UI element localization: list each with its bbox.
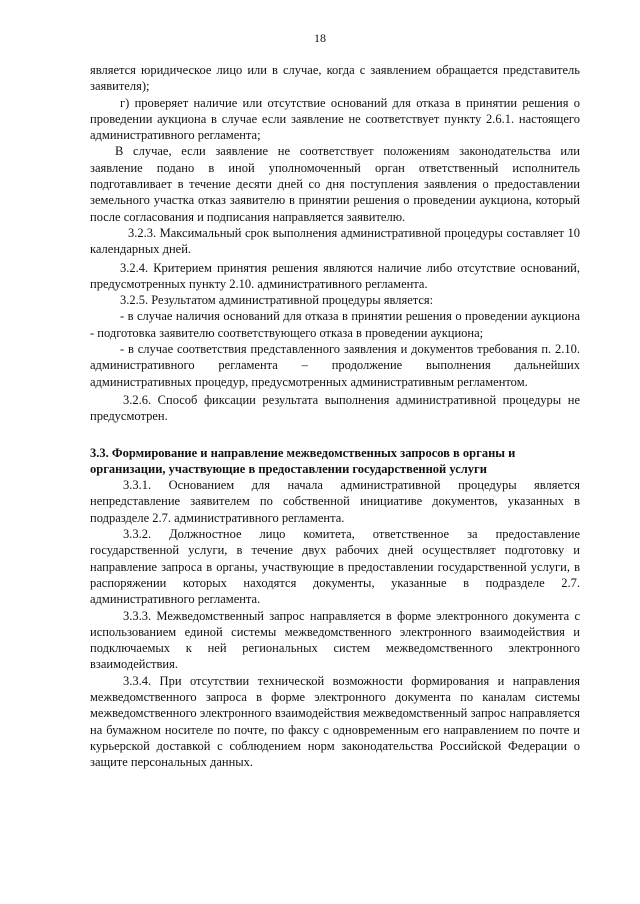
page-number: 18 [314, 31, 326, 45]
paragraph-3-2-6: 3.2.6. Способ фиксации результата выполнения административной процедуры не предусмотрен. [90, 392, 580, 424]
paragraph-3-3-1: 3.3.1. Основанием для начала административной процедуры является непредставление заявителем по собственной инициативе документов, указанных в подразделе 2.7. административного регламента. [90, 478, 580, 525]
section-heading-line-2: организации, участвующие в предоставлении государственной услуги [90, 461, 487, 476]
paragraph-3-3-2: 3.3.2. Должностное лицо комитета, ответственное за предоставление государственной услуги, в течение двух рабочих дней осуществляет подготовку и направление запроса в органы, участвующие в предоставлении государственной услуги, в распоряжении которых находятся документы, указанные в подразделе 2.7. административного регламента. [90, 527, 580, 607]
paragraph-continuation: является юридическое лицо или в случае, когда с заявлением обращается представитель заявителя); [90, 63, 580, 94]
paragraph-item-g: г) проверяет наличие или отсутствие оснований для отказа в принятии решения о проведении аукциона в случае если заявление не соответствует пункту 2.6.1. настоящего административного регламента; [90, 95, 580, 143]
paragraph-3-2-4: 3.2.4. Критерием принятия решения являются наличие либо отсутствие оснований, предусмотренных пункту 2.10. административного регламента. [90, 260, 580, 291]
section-heading-line-1: 3.3. Формирование и направление межведомственных запросов в органы и [90, 445, 516, 460]
paragraph-refusal-case: В случае, если заявление не соответствует положениям законодательства или заявление подано в иной уполномоченный орган ответственный исполнитель подготавливает в течение десяти дней со дня поступления заявления о предоставлении земельного участка отказ заявителю в принятии решения о проведении аукциона, который после согласования и подписания направляется заявителю. [90, 144, 580, 224]
section-heading-3-3 [90, 445, 580, 478]
paragraph-3-2-5: 3.2.5. Результатом административной процедуры является: [120, 293, 434, 308]
paragraph-result-refusal: - в случае наличия оснований для отказа в принятии решения о проведении аукциона - подготовка заявителю соответствующего отказа в проведении аукциона; [90, 309, 580, 340]
paragraph-3-3-4: 3.3.4. При отсутствии технической возможности формирования и направления межведомственного запроса в форме электронного документа по каналам системы межведомственного электронного взаимодействия межведомственный запрос направляется на бумажном носителе по почте, по факсу с одновременным его направлением по почте и курьерской доставкой с соблюдением норм законодательства Российской Федерации о защите персональных данных. [90, 673, 580, 770]
paragraph-3-2-3: 3.2.3. Максимальный срок выполнения административной процедуры составляет 10 календарных дней. [90, 225, 580, 257]
document-body [90, 62, 580, 770]
paragraph-result-continue: - в случае соответствия представленного заявления и документов требования п. 2.10. административного регламента – продолжение выполнения дальнейших административных процедур, предусмотренных административным регламентом. [90, 342, 580, 389]
paragraph-3-3-3: 3.3.3. Межведомственный запрос направляется в форме электронного документа с использованием единой системы межведомственного электронного взаимодействия и подключаемых к ней региональных систем межведомственного электронного взаимодействия. [90, 608, 580, 672]
